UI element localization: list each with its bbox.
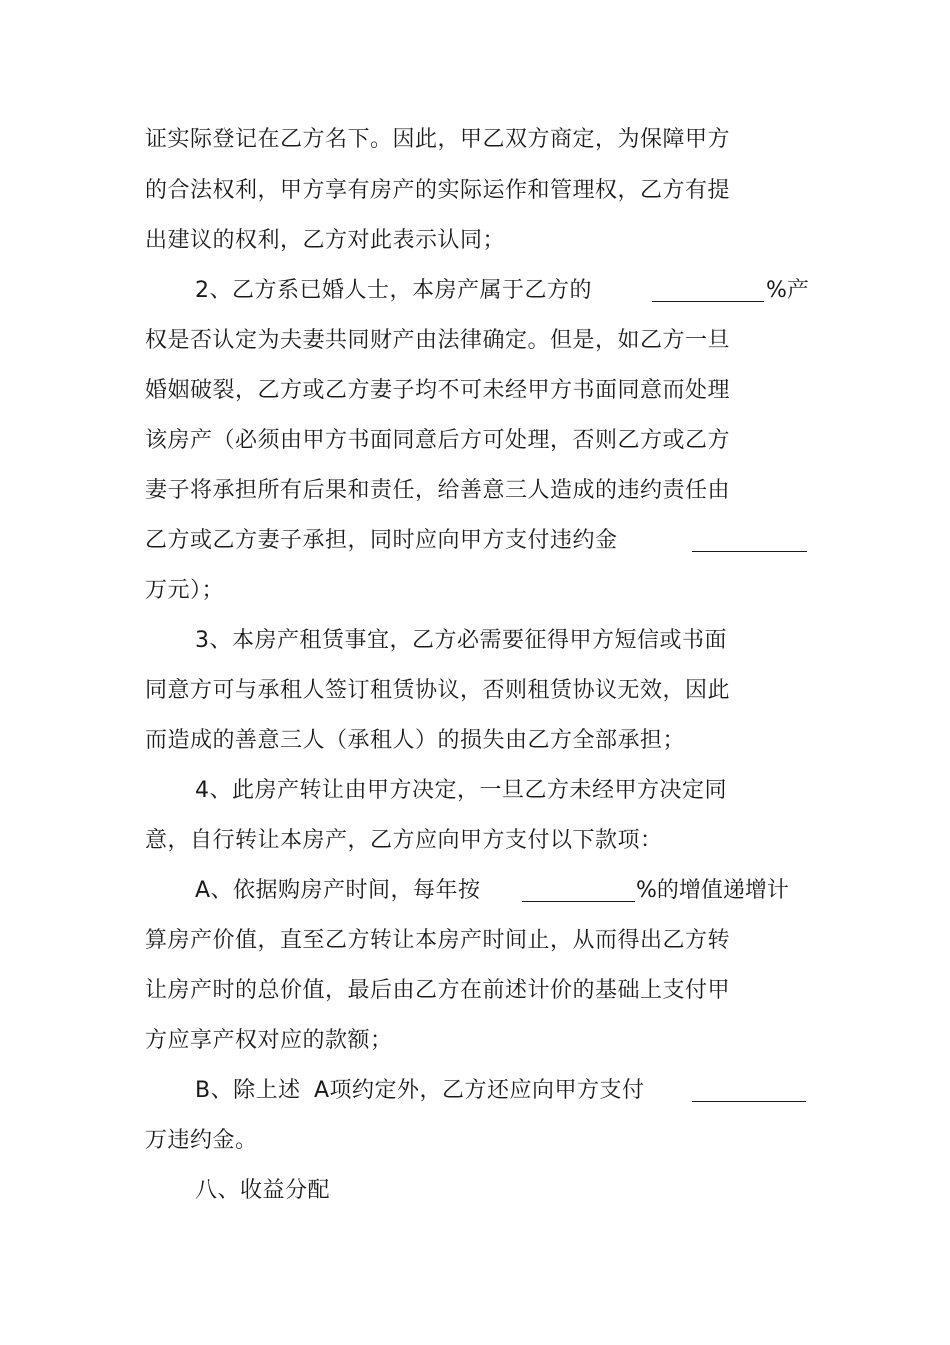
text-line: 乙方或乙方妻子承担，同时应向甲方支付违约金	[145, 528, 618, 553]
text-line: 该房产（必须由甲方书面同意后方可处理，否则乙方或乙方	[145, 428, 731, 453]
item-a-start: A、依据购房产时间，每年按	[195, 878, 481, 903]
text-line: 婚姻破裂，乙方或乙方妻子均不可未经甲方书面同意而处理	[145, 378, 731, 403]
text-line: 意，自行转让本房产，乙方应向甲方支付以下款项：	[145, 828, 663, 853]
blank-field	[692, 1101, 806, 1102]
blank-field	[652, 301, 764, 302]
item-b-start: B、除上述	[195, 1078, 301, 1103]
blank-field	[522, 901, 635, 902]
text-line: 算房产价值，直至乙方转让本房产时间止，从而得出乙方转	[145, 928, 731, 953]
text-line: 让房产时的总价值，最后由乙方在前述计价的基础上支付甲	[145, 978, 731, 1003]
text-line: 万违约金。	[145, 1128, 258, 1153]
text-line: 权是否认定为夫妻共同财产由法律确定。但是，如乙方一旦	[145, 328, 731, 353]
section-heading: 八、收益分配	[195, 1178, 331, 1203]
text-line: 同意方可与承租人签订租赁协议，否则租赁协议无效，因此	[145, 678, 731, 703]
text-line: 的合法权利，甲方享有房产的实际运作和管理权，乙方有提	[145, 178, 731, 203]
text-line: 而造成的善意三人（承租人）的损失由乙方全部承担；	[145, 728, 686, 753]
clause-4-start: 4、此房产转让由甲方决定，一旦乙方未经甲方决定同	[195, 778, 727, 803]
percent-label: %产	[766, 278, 809, 303]
clause-2-start: 2、乙方系已婚人士，本房产属于乙方的	[195, 278, 592, 303]
text-line: 证实际登记在乙方名下。因此，甲乙双方商定，为保障甲方	[145, 127, 731, 152]
text-line: 方应享产权对应的款额；	[145, 1028, 393, 1053]
clause-3-start: 3、本房产租赁事宜，乙方必需要征得甲方短信或书面	[195, 628, 727, 653]
text-line: 出建议的权利，乙方对此表示认同；	[145, 228, 506, 253]
text-line: 妻子将承担所有后果和责任，给善意三人造成的违约责任由	[145, 478, 731, 503]
percent-label: %的增值递增计	[636, 878, 789, 903]
blank-field	[692, 551, 807, 552]
text-line: 万元）；	[145, 578, 225, 603]
text-line: A项约定外，乙方还应向甲方支付	[314, 1078, 645, 1103]
